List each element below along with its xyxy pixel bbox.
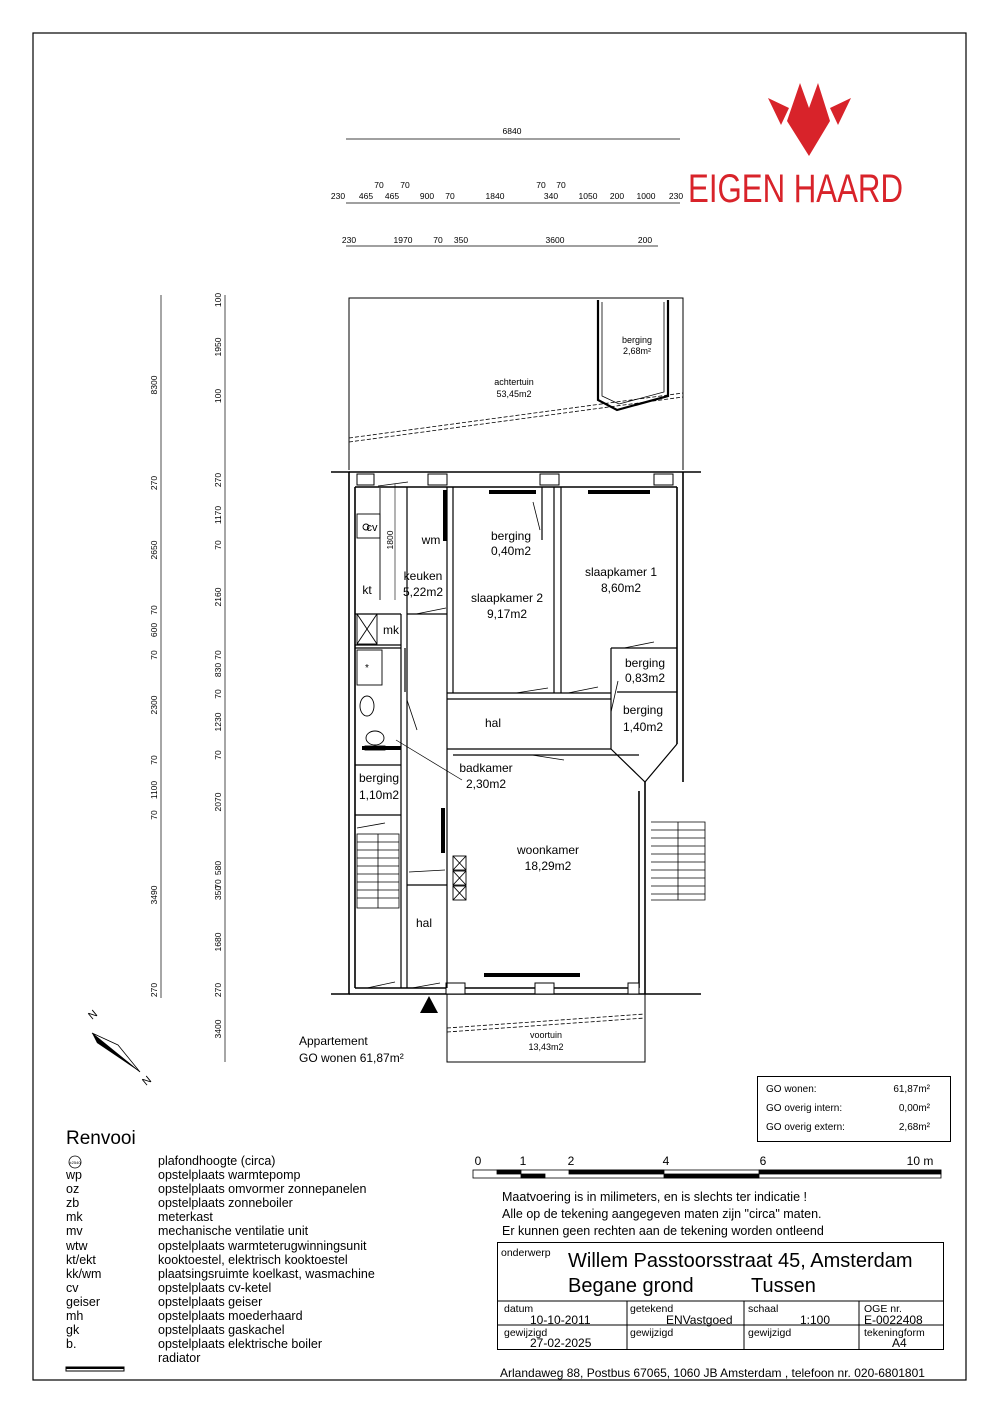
dim-col2-label: 270 (213, 982, 223, 998)
go-label: GO wonen: (766, 1084, 817, 1095)
note-line-2: Alle op de tekening aangegeven maten zijn "circa" maten. (502, 1207, 822, 1221)
dim-row1-label: 230 (668, 191, 684, 201)
dim-col2-labels (213, 293, 223, 1039)
legend-row (66, 1267, 486, 1281)
go-row (758, 1099, 950, 1118)
berging-garden-label: berging (621, 335, 653, 345)
schaal-label: schaal (748, 1303, 779, 1315)
slaapkamer2-label: slaapkamer 2 (470, 591, 544, 605)
dim-col2-label: 3400 (213, 1019, 223, 1039)
dim-row1-label: 200 (609, 191, 625, 201)
stairs-right (651, 822, 705, 900)
berging-garden-area: 2,68m² (622, 346, 652, 356)
dim-row1-label: 70 (400, 180, 410, 190)
gewijzigd3-label: gewijzigd (748, 1327, 792, 1339)
dim-row1-label: 1000 (636, 191, 656, 201)
hal-top-label: hal (484, 716, 502, 730)
dim-row2-label: 1970 (393, 235, 413, 245)
legend-row (66, 1224, 486, 1238)
dim-col2-label: 1170 (213, 505, 223, 525)
oge-value: E-0022408 (864, 1313, 923, 1327)
dim-row1-label: 1840 (485, 191, 505, 201)
schaal-value: 1:100 (800, 1313, 831, 1327)
dim-row1-label: 70 (374, 180, 384, 190)
dim-col1-label: 70 (149, 605, 159, 615)
dim-col1-label: 270 (149, 982, 159, 998)
getekend-label: getekend (630, 1303, 674, 1315)
disclaimer-notes (502, 1189, 824, 1240)
legend-description: opstelplaats geiser (158, 1294, 263, 1309)
compass-n1: N (86, 1007, 101, 1023)
legend-row (66, 1182, 486, 1196)
dim-col1-label: 1100 (149, 780, 159, 800)
dim-col1-label: 2650 (149, 540, 159, 560)
legend-description: radiator (158, 1351, 201, 1366)
dim-row1-label: 1050 (578, 191, 598, 201)
dim-col2-label: 2070 (213, 792, 223, 812)
legend-abbr: gk (66, 1323, 80, 1338)
achtertuin-label: achtertuin (494, 377, 534, 387)
berging-083-area: 0,83m2 (624, 671, 666, 685)
kt-label: kt (362, 583, 372, 597)
dim-col1-labels (149, 375, 159, 997)
legend-abbr: wp (66, 1168, 82, 1183)
dim-row1-label: 900 (419, 191, 435, 201)
legend-abbr: b. (66, 1337, 77, 1352)
floor-title: Begane grond (568, 1275, 694, 1297)
dim-col2-label: 70 (213, 879, 223, 889)
gewijzigd2-label: gewijzigd (630, 1327, 674, 1339)
go-row (758, 1080, 950, 1099)
legend-description: opstelplaats gaskachel (158, 1323, 285, 1338)
go-label: GO overig intern: (766, 1103, 843, 1114)
company-address: Arlandaweg 88, Postbus 67065, 1060 JB Amsterdam , telefoon nr. 020-6801801 (500, 1366, 925, 1380)
dim-col2-label: 100 (213, 388, 223, 404)
dim-col2-label: 830 (213, 662, 223, 678)
legend-row (66, 1210, 486, 1224)
dim-col1-label: 2300 (149, 695, 159, 715)
legend-row (66, 1196, 486, 1210)
dim-row2-label: 3600 (545, 235, 565, 245)
legend-description: opstelplaats moederhaard (158, 1309, 303, 1324)
legend-row (66, 1351, 486, 1365)
badkamer-leader (396, 740, 462, 780)
dim-col2-label: 580 (213, 860, 223, 876)
kitchen-fixtures (357, 484, 395, 644)
legend-abbr: mh (66, 1309, 84, 1324)
datum-value: 10-10-2011 (530, 1313, 591, 1327)
berging-083-label: berging (624, 656, 666, 670)
legend-description: mechanische ventilatie unit (158, 1224, 309, 1239)
keuken-area: 5,22m2 (402, 585, 444, 599)
note-line-1: Maatvoering is in milimeters, en is slechts ter indicatie ! (502, 1190, 807, 1204)
dim-col2-label: 70 (213, 750, 223, 760)
badkamer-label: badkamer (459, 761, 513, 775)
scale-bar-label: 1 (519, 1154, 527, 1168)
legend-description: opstelplaats warmteterugwinningsunit (158, 1238, 367, 1253)
room-labels (359, 522, 665, 930)
achtertuin-area-label: 53,45m2 (496, 389, 532, 399)
legend-abbr: kt/ekt (66, 1252, 96, 1267)
onderwerp-label: onderwerp (501, 1247, 551, 1259)
slaapkamer1-area: 8,60m2 (600, 581, 642, 595)
go-value: 0,00m² (898, 1103, 930, 1114)
voortuin-area-label: 13,43m2 (528, 1042, 564, 1052)
dim-row1-label: 465 (358, 191, 374, 201)
address-title: Willem Passtoorsstraat 45, Amsterdam (568, 1250, 913, 1272)
berging-140-label: berging (622, 703, 664, 717)
go-summary-box (757, 1076, 951, 1142)
legend-description: opstelplaats cv-ketel (158, 1280, 272, 1295)
dim-col2-label: 70 (213, 540, 223, 550)
dim-row2-label: 230 (341, 235, 357, 245)
dim-row1-label: 70 (556, 180, 566, 190)
legend-abbr (66, 1154, 158, 1168)
go-value: 61,87m² (893, 1084, 930, 1095)
go-label: GO overig extern: (766, 1122, 845, 1133)
legend-row (66, 1309, 486, 1323)
logo-wordmark: EIGEN HAARD (688, 167, 903, 211)
legend-description: opstelplaats elektrische boiler (158, 1337, 322, 1352)
woonkamer-area: 18,29m2 (524, 859, 572, 873)
legend-row (66, 1281, 486, 1295)
dim-inner-1800: 1800 (385, 530, 395, 550)
dim-row2-label: 200 (637, 235, 653, 245)
scale-bar (473, 1170, 941, 1178)
mk-label: mk (383, 623, 399, 637)
dim-col2-label: 70 (213, 650, 223, 660)
oge-label: OGE nr. (864, 1303, 902, 1315)
scale-bar-label: 2 (567, 1154, 575, 1168)
legend-row (66, 1323, 486, 1337)
go-row (758, 1118, 950, 1137)
dim-col1-label: 70 (149, 755, 159, 765)
scale-bar-label: 10 m (906, 1154, 934, 1168)
legend-description: opstelplaats omvormer zonnepanelen (158, 1182, 367, 1197)
legend-description: kooktoestel, elektrisch kooktoestel (158, 1252, 348, 1267)
renvooi-title: Renvooi (66, 1128, 136, 1149)
legend-abbr: geiser (66, 1294, 101, 1309)
legend-description: plaatsingsruimte koelkast, wasmachine (158, 1266, 375, 1281)
legend-description: meterkast (158, 1210, 213, 1225)
legend-abbr (66, 1351, 158, 1365)
go-value: 2,68m² (898, 1122, 930, 1133)
dim-col1-label: 270 (149, 475, 159, 491)
hal-bottom-label: hal (415, 916, 433, 930)
dim-col2-label: 350 (213, 885, 223, 901)
dim-row2-label: 350 (453, 235, 469, 245)
dim-col2-label: 1230 (213, 712, 223, 732)
voortuin-label: voortuin (529, 1030, 563, 1040)
dim-row1-label: 70 (536, 180, 546, 190)
bathroom-fixtures (357, 650, 385, 750)
tekeningform-value: A4 (892, 1336, 907, 1350)
wm-label: wm (421, 533, 441, 547)
dim-row2-labels (342, 235, 652, 245)
dim-row1-label: 70 (445, 191, 455, 201)
getekend-value: ENVastgoed (666, 1313, 733, 1327)
legend-row (66, 1239, 486, 1253)
legend-abbr: mv (66, 1224, 83, 1239)
north-arrow (86, 1008, 154, 1088)
legend-row (66, 1337, 486, 1351)
interior-walls (355, 487, 677, 988)
keuken-label: keuken (403, 569, 443, 583)
dim-row1-label: 465 (384, 191, 400, 201)
dim-col2-label: 2160 (213, 587, 223, 607)
dim-col2-label: 100 (213, 292, 223, 308)
radiators (362, 490, 650, 977)
radiator-legend-symbol-fill (66, 1367, 124, 1369)
dim-col1-label: 3490 (149, 885, 159, 905)
dim-col1-label: 70 (149, 810, 159, 820)
berging-040-area: 0,40m2 (490, 544, 532, 558)
dim-col2-label: 270 (213, 472, 223, 488)
legend-row (66, 1168, 486, 1182)
compass-n2: N (140, 1073, 155, 1089)
dim-row2-label: 70 (433, 235, 443, 245)
legend-row (66, 1253, 486, 1267)
dim-col1-label: 600 (149, 622, 159, 638)
dim-top-total: 6840 (502, 126, 522, 136)
woonkamer-label: woonkamer (516, 843, 580, 857)
badkamer-area: 2,30m2 (465, 777, 507, 791)
position-title: Tussen (751, 1275, 816, 1297)
dim-col1-label: 70 (149, 650, 159, 660)
title-block (497, 1242, 944, 1350)
datum-label: datum (504, 1303, 534, 1315)
entrance-arrow (420, 996, 438, 1013)
legend-description: opstelplaats warmtepomp (158, 1168, 301, 1183)
scale-bar-labels (475, 1154, 934, 1168)
top-dimensions (346, 126, 680, 246)
ceiling-height-symbol-text: ±2540 (69, 1160, 81, 1165)
note-line-3: Er kunnen geen rechten aan de tekening worden ontleend (502, 1224, 824, 1238)
scale-bar-label: 4 (662, 1154, 670, 1168)
scale-bar-label: 0 (474, 1154, 482, 1168)
dim-row1-labels (331, 180, 683, 201)
stairs-left (357, 834, 399, 908)
ventilation-symbols (453, 856, 466, 900)
legend-abbr: cv (66, 1280, 79, 1295)
berging-110-area: 1,10m2 (358, 788, 400, 802)
scale-bar-label: 6 (759, 1154, 767, 1168)
renvooi-legend (66, 1154, 486, 1365)
legend-abbr: oz (66, 1182, 80, 1197)
gewijzigd-label: gewijzigd (504, 1327, 548, 1339)
tekeningform-label: tekeningform (864, 1327, 925, 1339)
legend-abbr: kk/wm (66, 1266, 102, 1281)
dim-col1-label: 8300 (149, 375, 159, 395)
legend-row (66, 1154, 486, 1168)
unit-label-line2: GO wonen 61,87m² (299, 1051, 404, 1065)
legend-description: opstelplaats zonneboiler (158, 1196, 293, 1211)
dim-row1-label: 230 (330, 191, 346, 201)
slaapkamer1-label: slaapkamer 1 (584, 565, 658, 579)
berging-140-area: 1,40m2 (622, 720, 664, 734)
unit-label-line1: Appartement (299, 1034, 368, 1048)
dim-col2-label: 70 (213, 689, 223, 699)
legend-abbr: zb (66, 1196, 80, 1211)
legend-abbr: wtw (66, 1238, 88, 1253)
svg-text:*: * (365, 663, 369, 674)
gewijzigd-value: 27-02-2025 (530, 1336, 592, 1350)
cv-label: cv (366, 522, 378, 534)
berging-040-label: berging (490, 529, 532, 543)
legend-abbr: mk (66, 1210, 83, 1225)
eigen-haard-logo (688, 83, 903, 211)
legend-row (66, 1295, 486, 1309)
legend-description: plafondhoogte (circa) (158, 1154, 276, 1168)
dim-col2-label: 1950 (213, 337, 223, 357)
berging-110-label: berging (358, 771, 400, 785)
dim-col2-label: 1680 (213, 932, 223, 952)
slaapkamer2-area: 9,17m2 (486, 607, 528, 621)
dim-row1-label: 340 (543, 191, 559, 201)
